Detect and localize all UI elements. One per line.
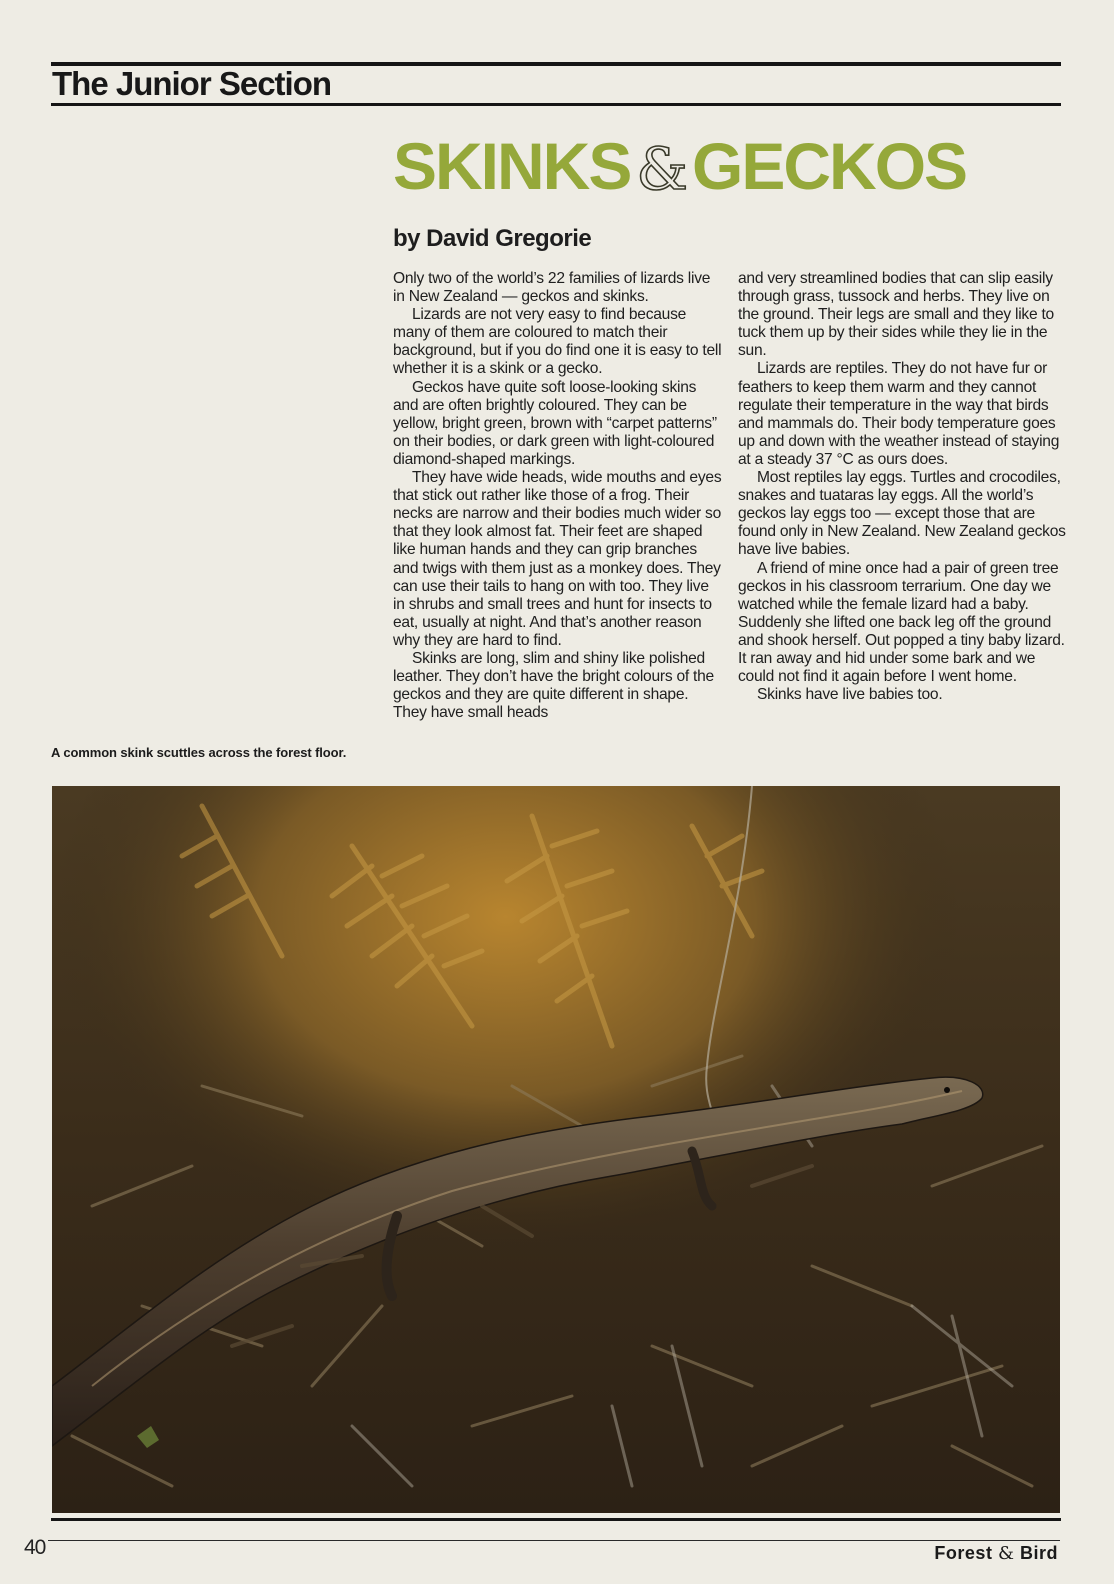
- footer-rule-thick: [51, 1518, 1061, 1521]
- article-paragraph: Most reptiles lay eggs. Turtles and crocodiles, snakes and tuataras lay eggs. All the world’s geckos lay eggs too — except those that are found only in New Zealand. New Zealand geckos have live babies.: [738, 469, 1066, 559]
- article-paragraph: Geckos have quite soft loose-looking skins and are often brightly coloured. They can be yellow, bright green, brown with “carpet patterns” on their bodies, or dark green with light-coloured diamond-shaped markings.: [393, 378, 717, 468]
- article-column-left: [393, 270, 723, 722]
- article-paragraph: Lizards are not very easy to find because many of them are coloured to match their background, but if you do find one it is easy to tell whether it is a skink or a gecko.: [393, 306, 722, 378]
- article-paragraph: Skinks are long, slim and shiny like polished leather. They don’t have the bright colours of the geckos and they are quite different in shape. They have small heads: [393, 649, 714, 722]
- magazine-name-bird: Bird: [1020, 1543, 1058, 1563]
- article-paragraph: They have wide heads, wide mouths and eyes that stick out rather like those of a frog. Their necks are narrow and their bodies much wider so that they look almost fat. Their feet are shaped like human hands and they can grip branches and twigs with them just as a monkey does. They can use their tails to hang on with too. They live in shrubs and small trees and hunt for insects to eat, usually at night. And that’s another reason why they are hard to find.: [393, 469, 722, 649]
- magazine-name-forest: Forest: [934, 1543, 993, 1563]
- article-column-right: [738, 270, 1066, 704]
- skink-photo: [52, 786, 1060, 1513]
- footer-rule-thin: [48, 1540, 1060, 1541]
- headline-skinks: SKINKS: [393, 129, 631, 203]
- magazine-name-ampersand: &: [997, 1543, 1015, 1564]
- page-number: 40: [24, 1536, 46, 1559]
- article-paragraph: Lizards are reptiles. They do not have fur or feathers to keep them warm and they cannot regulate their temperature in the way that birds and mammals do. Their body temperature goes up and down with the weather instead of staying at a steady 37 °C as ours does.: [738, 360, 1060, 468]
- article-headline: [393, 126, 966, 209]
- section-title: The Junior Section: [52, 65, 332, 102]
- header-bottom-rule: [51, 103, 1061, 106]
- magazine-name: [934, 1543, 1058, 1564]
- article-paragraph: Skinks have live babies too.: [757, 686, 943, 704]
- headline-ampersand: &: [636, 135, 687, 203]
- article-paragraph: A friend of mine once had a pair of green tree geckos in his classroom terrarium. One day we watched while the female lizard had a baby. Suddenly she lifted one back leg off the ground and shook herself. Out popped a tiny baby lizard. It ran away and hid under some bark and we could not find it again before I went home.: [738, 559, 1065, 686]
- photo-caption: A common skink scuttles across the forest floor.: [51, 745, 347, 760]
- article-paragraph: and very streamlined bodies that can slip easily through grass, tussock and herbs. They live on the ground. Their legs are small and they like to tuck them up by their sides while they lie in the sun.: [738, 270, 1054, 360]
- headline-geckos: GECKOS: [692, 129, 967, 203]
- article-paragraph: Only two of the world’s 22 families of lizards live in New Zealand — geckos and skinks.: [393, 270, 711, 306]
- article-byline: by David Gregorie: [393, 225, 592, 252]
